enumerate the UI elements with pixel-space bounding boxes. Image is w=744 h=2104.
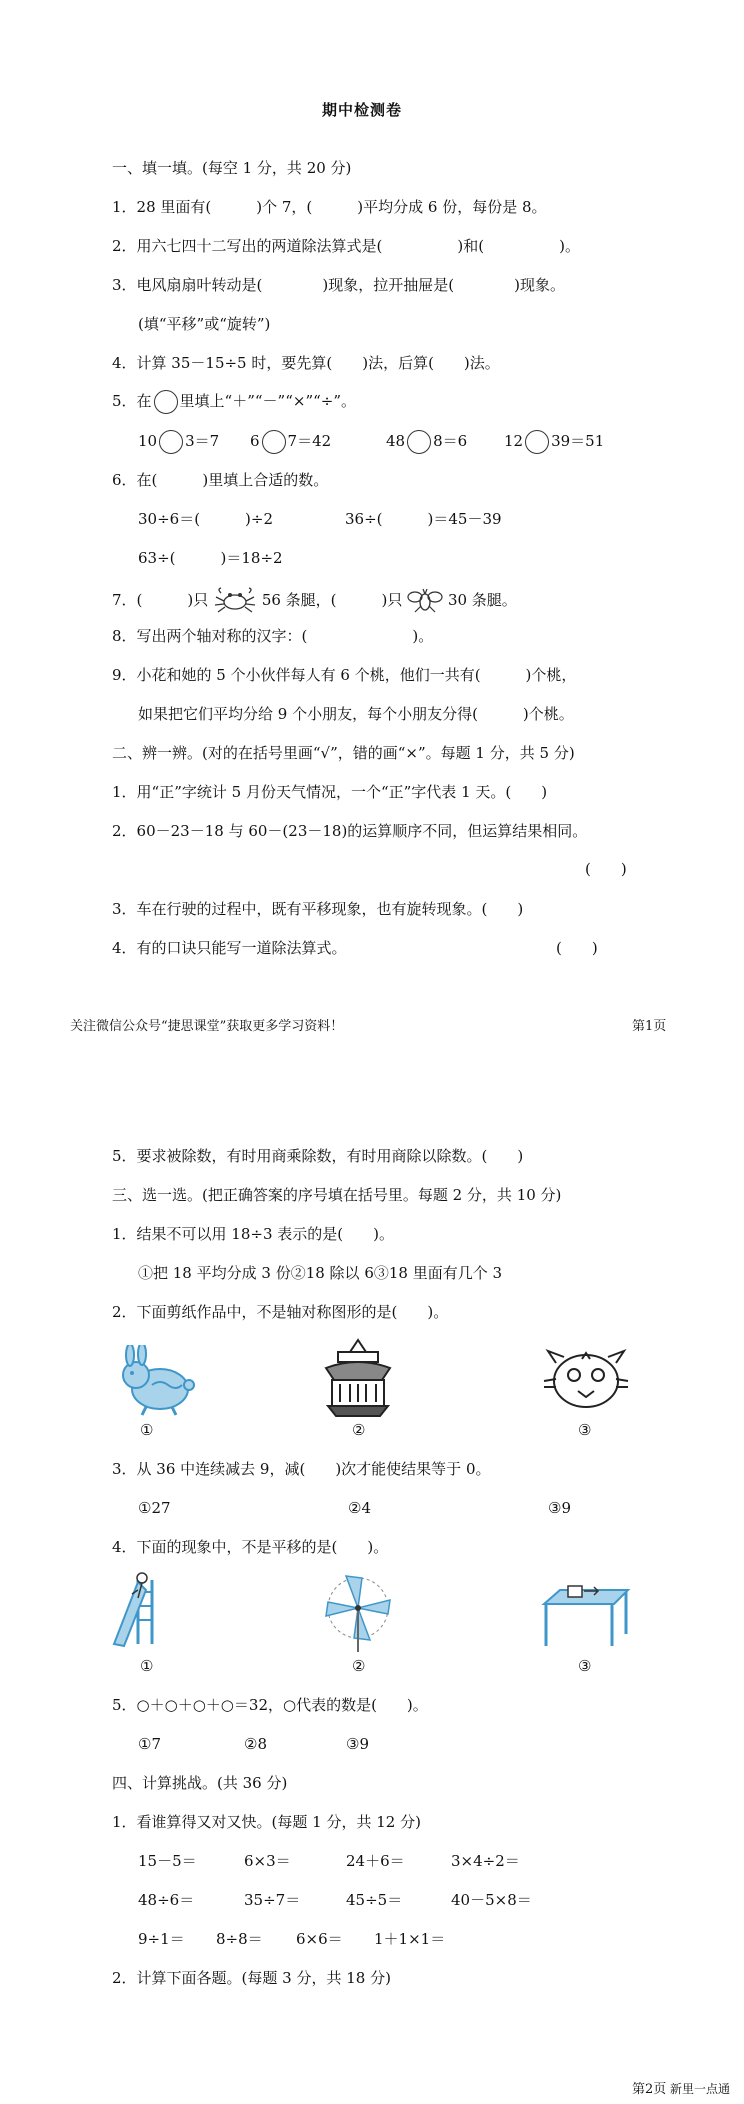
lantern-papercut-image xyxy=(320,1338,396,1418)
windmill-image xyxy=(318,1568,398,1654)
s1-q9-line2: 如果把它们平均分给 9 个小朋友，每个小朋友分得( )个桃。 xyxy=(138,705,574,723)
s4-q1: 1．看谁算得又对又快。(每题 1 分，共 12 分) xyxy=(112,1813,421,1831)
s3-q2: 2．下面剪纸作品中，不是轴对称图形的是( )。 xyxy=(112,1303,449,1321)
s2-q4: 4．有的口诀只能写一道除法算式。 xyxy=(112,939,347,957)
s3-q5-option-3: ③9 xyxy=(346,1735,369,1753)
calc-item: 1＋1×1＝ xyxy=(374,1930,446,1948)
s3-q2-label-1: ① xyxy=(140,1421,154,1439)
s3-q4-label-1: ① xyxy=(140,1657,154,1675)
s1-q1: 1．28 里面有( )个 7，( )平均分成 6 份，每份是 8。 xyxy=(112,198,547,216)
s1-q4: 4．计算 35－15÷5 时，要先算( )法，后算( )法。 xyxy=(112,354,500,372)
s1-q7 xyxy=(112,587,517,615)
answer-circle[interactable] xyxy=(407,430,431,454)
s1-q8: 8．写出两个轴对称的汉字：( )。 xyxy=(112,627,434,645)
s2-q3: 3．车在行驶的过程中，既有平移现象，也有旋转现象。( ) xyxy=(112,900,524,918)
s3-q5-option-1: ①7 xyxy=(138,1735,161,1753)
calc-item: 35÷7＝ xyxy=(244,1891,301,1909)
calc-item: 9÷1＝ xyxy=(138,1930,185,1948)
footer-promo: 关注微信公众号“捷思课堂”获取更多学习资料！ xyxy=(70,1019,344,1034)
watermark-text: 新里一点通 xyxy=(670,2082,731,2096)
s1-q6: 6．在( )里填上合适的数。 xyxy=(112,471,329,489)
s1-q5-item-1: 10 3＝7 xyxy=(138,430,219,454)
s3-q2-label-3: ③ xyxy=(578,1421,592,1439)
section-1-heading: 一、填一填。(每空 1 分，共 20 分) xyxy=(112,159,352,177)
page-number-1: 第1页 xyxy=(632,1019,667,1034)
s4-q2: 2．计算下面各题。(每题 3 分，共 18 分) xyxy=(112,1969,391,1987)
s2-q2-answer-paren[interactable]: ( ) xyxy=(585,860,627,878)
s1-q5 xyxy=(112,390,356,414)
s3-q1-options: ①把 18 平均分成 3 份②18 除以 6③18 里面有几个 3 xyxy=(138,1264,503,1282)
slide-image xyxy=(108,1572,200,1652)
s3-q1: 1．结果不可以用 18÷3 表示的是( )。 xyxy=(112,1225,394,1243)
calc-item: 40－5×8＝ xyxy=(451,1891,532,1909)
s3-q3: 3．从 36 中连续减去 9，减( )次才能使结果等于 0。 xyxy=(112,1460,491,1478)
s1-q7-part-c: 30 条腿。 xyxy=(447,591,517,609)
s3-q3-option-2: ②4 xyxy=(348,1499,371,1517)
s3-q4-label-2: ② xyxy=(352,1657,366,1675)
tiger-face-papercut-image xyxy=(542,1345,630,1415)
page-number-2: 第2页 xyxy=(632,2082,667,2097)
answer-circle[interactable] xyxy=(525,430,549,454)
s2-q2: 2．60－23－18 与 60－(23－18)的运算顺序不同，但运算结果相同。 xyxy=(112,822,588,840)
calc-item: 15－5＝ xyxy=(138,1852,197,1870)
dragonfly-icon xyxy=(407,587,443,615)
calc-item: 48÷6＝ xyxy=(138,1891,195,1909)
page-title: 期中检测卷 xyxy=(322,101,403,119)
s2-q1: 1．用“正”字统计 5 月份天气情况，一个“正”字代表 1 天。( ) xyxy=(112,783,548,801)
s2-q4-answer-paren[interactable]: ( ) xyxy=(556,939,598,957)
s1-q3-line1: 3．电风扇扇叶转动是( )现象，拉开抽屉是( )现象。 xyxy=(112,276,565,294)
s1-q5-prefix: 5．在 xyxy=(112,392,152,410)
s1-q5-item-4: 12 39＝51 xyxy=(504,430,604,454)
crab-icon xyxy=(213,587,257,615)
s3-q4: 4．下面的现象中，不是平移的是( )。 xyxy=(112,1538,389,1556)
answer-circle[interactable] xyxy=(159,430,183,454)
s1-q2: 2．用六七四十二写出的两道除法算式是( )和( )。 xyxy=(112,237,580,255)
calc-item: 24＋6＝ xyxy=(346,1852,405,1870)
s1-q5-suffix: 里填上“＋”“－”“×”“÷”。 xyxy=(179,392,357,410)
rabbit-papercut-image xyxy=(112,1345,200,1417)
s1-q9-line1: 9．小花和她的 5 个小伙伴每人有 6 个桃，他们一共有( )个桃， xyxy=(112,666,577,684)
s3-q2-label-2: ② xyxy=(352,1421,366,1439)
s3-q5-option-2: ②8 xyxy=(244,1735,267,1753)
s1-q6-b: 36÷( )＝45－39 xyxy=(345,510,502,528)
calc-item: 45÷5＝ xyxy=(346,1891,403,1909)
s1-q5-item-2: 6 7＝42 xyxy=(250,430,331,454)
section-2-heading: 二、辨一辨。(对的在括号里画“√”，错的画“×”。每题 1 分，共 5 分) xyxy=(112,744,575,762)
s3-q3-option-3: ③9 xyxy=(548,1499,571,1517)
s3-q3-option-1: ①27 xyxy=(138,1499,171,1517)
s1-q3-line2: (填“平移”或“旋转”) xyxy=(138,315,271,333)
s2-q5: 5．要求被除数，有时用商乘除数，有时用商除以除数。( ) xyxy=(112,1147,524,1165)
s1-q6-a: 30÷6＝( )÷2 xyxy=(138,510,274,528)
calc-item: 3×4÷2＝ xyxy=(451,1852,520,1870)
s1-q5-item-3: 48 8＝6 xyxy=(386,430,467,454)
calc-item: 8÷8＝ xyxy=(216,1930,263,1948)
s1-q6-c: 63÷( )＝18÷2 xyxy=(138,549,283,567)
s1-q7-part-b: 56 条腿，( )只 xyxy=(261,591,403,609)
answer-circle[interactable] xyxy=(154,390,178,414)
answer-circle[interactable] xyxy=(262,430,286,454)
s3-q5: 5．○＋○＋○＋○＝32，○代表的数是( )。 xyxy=(112,1696,428,1714)
s1-q7-part-a: 7．( )只 xyxy=(112,591,209,609)
section-3-heading: 三、选一选。(把正确答案的序号填在括号里。每题 2 分，共 10 分) xyxy=(112,1186,562,1204)
calc-item: 6×6＝ xyxy=(296,1930,343,1948)
s3-q4-label-3: ③ xyxy=(578,1657,592,1675)
table-with-box-image xyxy=(540,1580,632,1650)
section-4-heading: 四、计算挑战。(共 36 分) xyxy=(112,1774,288,1792)
calc-item: 6×3＝ xyxy=(244,1852,291,1870)
